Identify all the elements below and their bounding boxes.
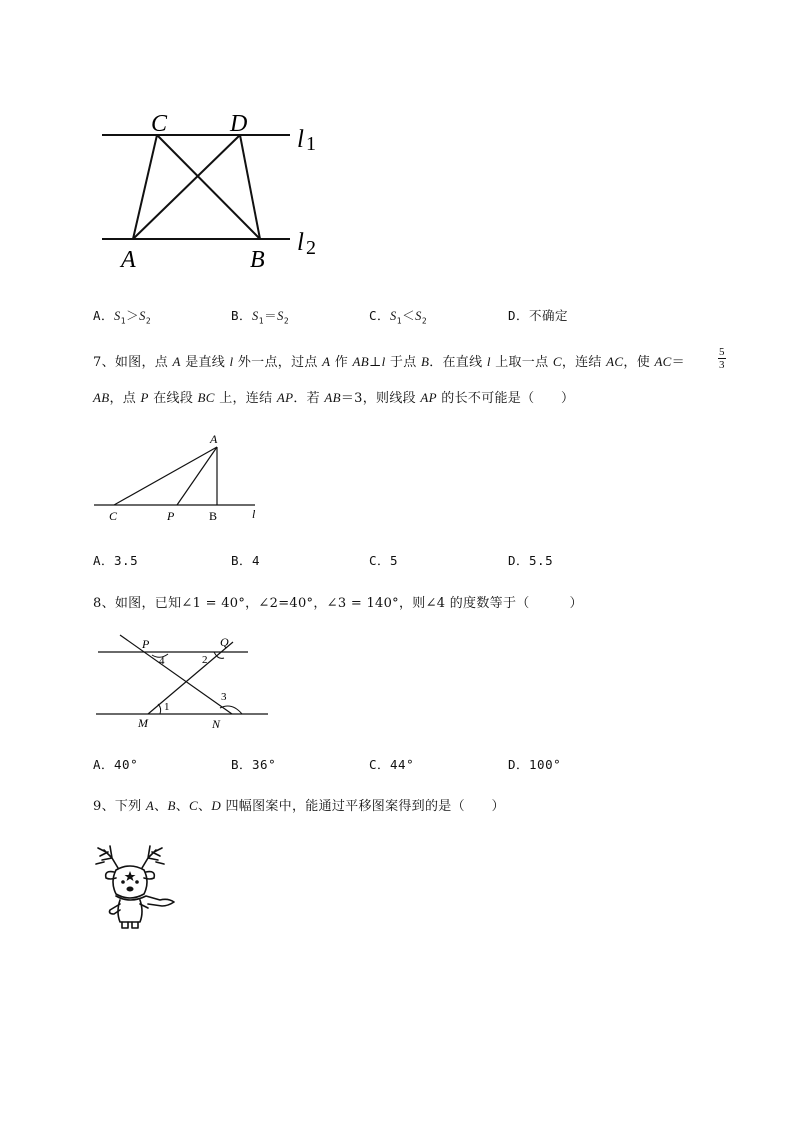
q7-figure	[90, 428, 270, 526]
label-b: B	[250, 247, 265, 273]
q7-stem-line2: AB，点 P 在线段 BC 上，连结 AP．若 AB＝3，则线段 AP 的长不可能是（ ）	[93, 390, 575, 406]
q7-option-a[interactable]: A．3.5	[93, 553, 139, 568]
transversal-pn	[120, 635, 232, 714]
q7-option-b[interactable]: B．4	[231, 553, 261, 568]
q6-figure	[95, 108, 335, 278]
label-l: l	[252, 507, 256, 521]
deer-cartoon-image	[90, 838, 180, 932]
label-b: B	[209, 509, 218, 523]
q6-option-c[interactable]: C．$S_1<S_2$	[369, 308, 428, 326]
legs	[122, 922, 138, 928]
label-angle-3: 3	[221, 691, 227, 703]
label-a: A	[121, 247, 136, 273]
q7-option-c[interactable]: C．5	[369, 553, 399, 568]
label-c: C	[109, 509, 118, 523]
label-l2-sub: 2	[306, 237, 316, 259]
q6-option-a[interactable]: A．$S_1>S_2$	[93, 308, 152, 326]
label-c: C	[151, 111, 168, 137]
q8-option-b[interactable]: B．36°	[231, 757, 277, 772]
segment-bc	[157, 135, 260, 239]
label-m: M	[138, 716, 148, 730]
left-antler	[96, 846, 118, 868]
q7-stem-line1: 7、如图，点 A 是直线 l 外一点，过点 A 作 AB⊥l 于点 B．在直线 l 上取一点 C，连结 AC，使 AC＝	[93, 354, 685, 370]
body	[118, 900, 142, 922]
label-l2: l	[297, 229, 304, 256]
left-eye	[121, 880, 125, 884]
label-p: P	[142, 637, 150, 651]
forehead-star-icon	[125, 871, 136, 881]
nose	[127, 887, 134, 892]
segment-ac	[133, 135, 157, 239]
label-p: P	[167, 509, 175, 523]
q9-stem: 9、下列 A、B、C、D 四幅图案中，能通过平移图案得到的是（ ）	[93, 798, 505, 814]
label-angle-1: 1	[164, 701, 170, 713]
q7-option-d[interactable]: D．5.5	[508, 553, 554, 568]
label-angle-2: 2	[202, 654, 208, 666]
label-d: D	[230, 111, 248, 137]
q6-option-b[interactable]: B．$S_1=S_2$	[231, 308, 290, 326]
segment-ap	[177, 447, 217, 505]
label-q: Q	[220, 635, 229, 649]
label-angle-4: 4	[159, 655, 165, 667]
q8-option-a[interactable]: A．40°	[93, 757, 139, 772]
label-l1: l	[297, 126, 304, 153]
q8-option-d[interactable]: D．100°	[508, 757, 562, 772]
label-l1-sub: 1	[306, 133, 316, 155]
right-eye	[135, 880, 139, 884]
label-n: N	[212, 717, 221, 731]
segment-ac	[114, 447, 217, 505]
label-a: A	[210, 432, 218, 446]
transversal-qm	[148, 642, 233, 714]
q8-stem: 8、如图，已知∠1 = 40°，∠2=40°，∠3 = 140°，则∠4 的度数等于（ ）	[93, 596, 583, 611]
segment-ad	[133, 135, 240, 239]
head	[113, 866, 147, 898]
segment-bd	[240, 135, 260, 239]
q8-option-c[interactable]: C．44°	[369, 757, 415, 772]
right-antler	[142, 846, 164, 868]
q7-fraction: $\frac{5}{3}$	[719, 346, 725, 371]
q6-option-d[interactable]: D．不确定	[508, 308, 569, 323]
q8-figure	[90, 628, 275, 734]
